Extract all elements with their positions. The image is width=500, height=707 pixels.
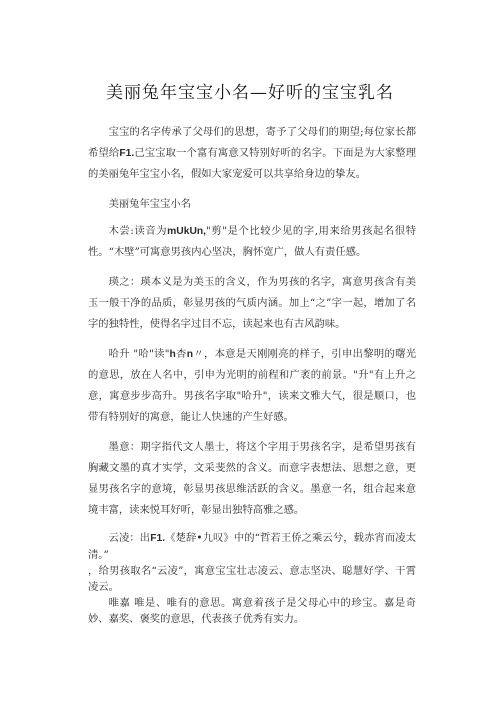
yunling-text-a: 云凌：出	[108, 532, 151, 544]
yunling-text-c: 《楚辞•九叹》中的“哲若王侨之乘云兮，载赤宵而凌太清。”	[88, 532, 416, 561]
name-entry-mowen: 墨意：期字指代文人墨士，将这个字用于男孩名字，是希望男孩有胸藏文墨的真才实学，文采斐然的含义。而意字表想法、思想之意，更显男孩名字的意境，彰显男孩思维活跃的含义。墨意一名，组合起来意境丰富，读来悦耳好听，彰显出独特高雅之感。	[88, 441, 416, 516]
section-heading: 美丽兔年宝宝小名	[108, 198, 191, 210]
name-entry-yunling	[88, 530, 416, 563]
intro-text-a: 宝宝的名字传承了父母们的思想，寄予了父母们的期望;每位家长都希望给	[88, 126, 416, 159]
hasheng-text-a: 哈升 "哈"读"	[108, 348, 170, 360]
name-entry-weijia: 唯嘉 唯是、唯有的意思。寓意着孩子是父母心中的珍宝。嘉是奇妙、嘉奖、褒奖的意思，代表孩子优秀有实力。	[88, 597, 416, 625]
intro-paragraph	[88, 122, 416, 185]
document-body	[88, 122, 416, 627]
hasheng-text-c: 杏	[175, 348, 187, 360]
hasheng-text-d: n	[186, 349, 194, 360]
name-entry-hasheng	[88, 344, 416, 428]
name-entry-yunling-cont: ，给男孩取名“云凌”，寓意宝宝壮志凌云、意志坚决、聪慧好学、干霄凌云。	[88, 565, 416, 593]
name-entry-yingzhi: 瑛之：瑛本义是为美玉的含义，作为男孩的名字，寓意男孩含有美玉一般干净的品质，彰显男孩的气质内涵。加上“之”字一起，增加了名字的独特性，使得名字过目不忘，读起来也有古风韵味。	[88, 276, 416, 330]
mucun-text-b: mUkUn,	[167, 226, 207, 237]
name-entry-mucun	[88, 221, 416, 263]
intro-text-c: 己宝宝取一个富有寓意又特别好听的名字。下面是为大家整理的美丽兔年宝宝小名，假如大家宠爱可以共享给身边的挚友。	[88, 147, 417, 180]
intro-text-b: F1.	[119, 148, 135, 159]
hasheng-text-b: h	[169, 349, 176, 360]
document-title: 美丽兔年宝宝小名—好听的宝宝乳名	[106, 83, 394, 103]
hasheng-text-e: 〃，本意是天刚刚亮的样子，引申出黎明的曙光的意思，放在人名中，引申为光明的前程和广袤的前景。"升"有上升之意，寓意步步高升。男孩名字取"哈升"，读来文雅大气，很是顺口，也带有特别好的寓意，能让人快速的产生好感。	[88, 348, 417, 423]
mucun-text-a: 木尝:读音为	[108, 225, 168, 237]
yunling-text-b: F1.	[150, 533, 166, 544]
mucun-text-c: "剪"是个比较少见的字,用来给男孩起名很特性。“木壁”可寓意男孩内心坚决，胸怀宽广，做人有责任感。	[88, 225, 416, 258]
